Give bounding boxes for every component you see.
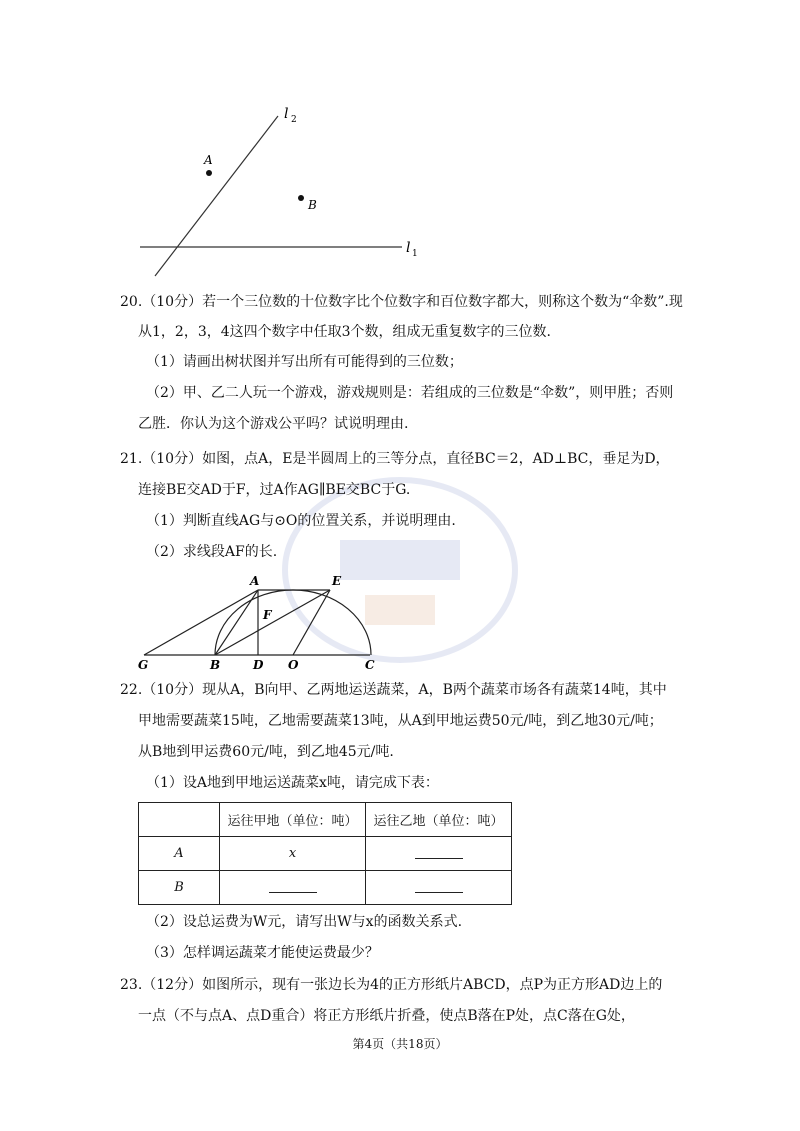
- row-b-jia[interactable]: [220, 871, 366, 905]
- table-header-yi: 运往乙地（单位：吨）: [366, 803, 512, 837]
- line-oe: [293, 590, 330, 655]
- q20-line1: 20.（10分）若一个三位数的十位数字比个位数字和百位数字都大，则称这个数为“伞数”.现: [120, 294, 683, 310]
- table-header-row: [139, 803, 512, 837]
- row-a-jia: x: [220, 837, 366, 871]
- q20-sub2a: （2）甲、乙二人玩一个游戏，游戏规则是：若组成的三位数是“伞数”，则甲胜；否则: [146, 385, 674, 401]
- label-l2-sub: 2: [291, 115, 297, 125]
- label-a: A: [204, 153, 213, 167]
- row-b-jia-blank[interactable]: [269, 878, 317, 893]
- q22-line1: 22.（10分）现从A，B向甲、乙两地运送蔬菜，A，B两个蔬菜市场各有蔬菜14吨，其中: [120, 682, 667, 698]
- line-be: [215, 590, 330, 655]
- q21-sub1: （1）判断直线AG与⊙O的位置关系，并说明理由.: [146, 513, 456, 529]
- semicircle-arc: [215, 590, 371, 655]
- point-a: [206, 170, 212, 176]
- table-header-jia: 运往甲地（单位：吨）: [220, 803, 366, 837]
- label-l2: l: [284, 106, 289, 122]
- label-l1-sub: 1: [412, 249, 418, 259]
- transport-table: [138, 802, 512, 905]
- q23-line1: 23.（12分）如图所示，现有一张边长为4的正方形纸片ABCD，点P为正方形AD边上的: [120, 977, 663, 993]
- point-b: [298, 195, 304, 201]
- row-b-yi[interactable]: [366, 871, 512, 905]
- fig2-label-f: F: [263, 608, 272, 622]
- fig2-label-o: O: [288, 658, 299, 672]
- label-b: B: [308, 198, 317, 212]
- figure-lines: [130, 100, 430, 285]
- q22-sub3: （3）怎样调运蔬菜才能使运费最少？: [146, 945, 379, 961]
- row-b-yi-blank[interactable]: [415, 878, 463, 893]
- fig2-label-a: A: [250, 574, 260, 588]
- q21-line1: 21.（10分）如图，点A，E是半圆周上的三等分点，直径BC＝2，AD⊥BC，垂足为D，: [120, 451, 670, 467]
- line-ab: [215, 590, 258, 655]
- q22-sub1: （1）设A地到甲地运送蔬菜x吨，请完成下表：: [146, 775, 439, 791]
- q20-sub2b: 乙胜．你认为这个游戏公平吗？试说明理由.: [138, 416, 409, 432]
- fig2-label-e: E: [332, 574, 342, 588]
- row-a-yi[interactable]: [366, 837, 512, 871]
- table-row-b: [139, 871, 512, 905]
- row-b-label: B: [139, 871, 220, 905]
- page-footer: 第4页（共18页）: [352, 1037, 448, 1051]
- row-a-yi-blank[interactable]: [415, 844, 463, 859]
- line-l2: [155, 116, 278, 276]
- q22-sub2: （2）设总运费为W元，请写出W与x的函数关系式.: [146, 914, 463, 930]
- q21-line2: 连接BE交AD于F，过A作AG∥BE交BC于G.: [138, 482, 411, 498]
- fig2-label-g: G: [138, 658, 149, 672]
- q21-sub2: （2）求线段AF的长.: [146, 544, 278, 560]
- table-row-a: [139, 837, 512, 871]
- q20-sub1: （1）请画出树状图并写出所有可能得到的三位数；: [146, 354, 463, 370]
- row-a-label: A: [139, 837, 220, 871]
- q22-line2: 甲地需要蔬菜15吨，乙地需要蔬菜13吨，从A到甲地运费50元/吨，到乙地30元/吨；: [138, 713, 663, 729]
- q23-line2: 一点（不与点A、点D重合）将正方形纸片折叠，使点B落在P处，点C落在G处，: [138, 1008, 635, 1024]
- q22-line3: 从B地到甲运费60元/吨，到乙地45元/吨.: [138, 744, 394, 760]
- label-l1: l: [406, 240, 411, 256]
- fig2-label-b: B: [210, 658, 221, 672]
- fig2-label-d: D: [253, 658, 264, 672]
- fig2-label-c: C: [365, 658, 375, 672]
- table-header-empty: [139, 803, 220, 837]
- line-ag: [144, 590, 258, 655]
- q20-line2: 从1，2，3，4这四个数字中任取3个数，组成无重复数字的三位数.: [138, 324, 551, 340]
- figure-semicircle: [130, 568, 390, 673]
